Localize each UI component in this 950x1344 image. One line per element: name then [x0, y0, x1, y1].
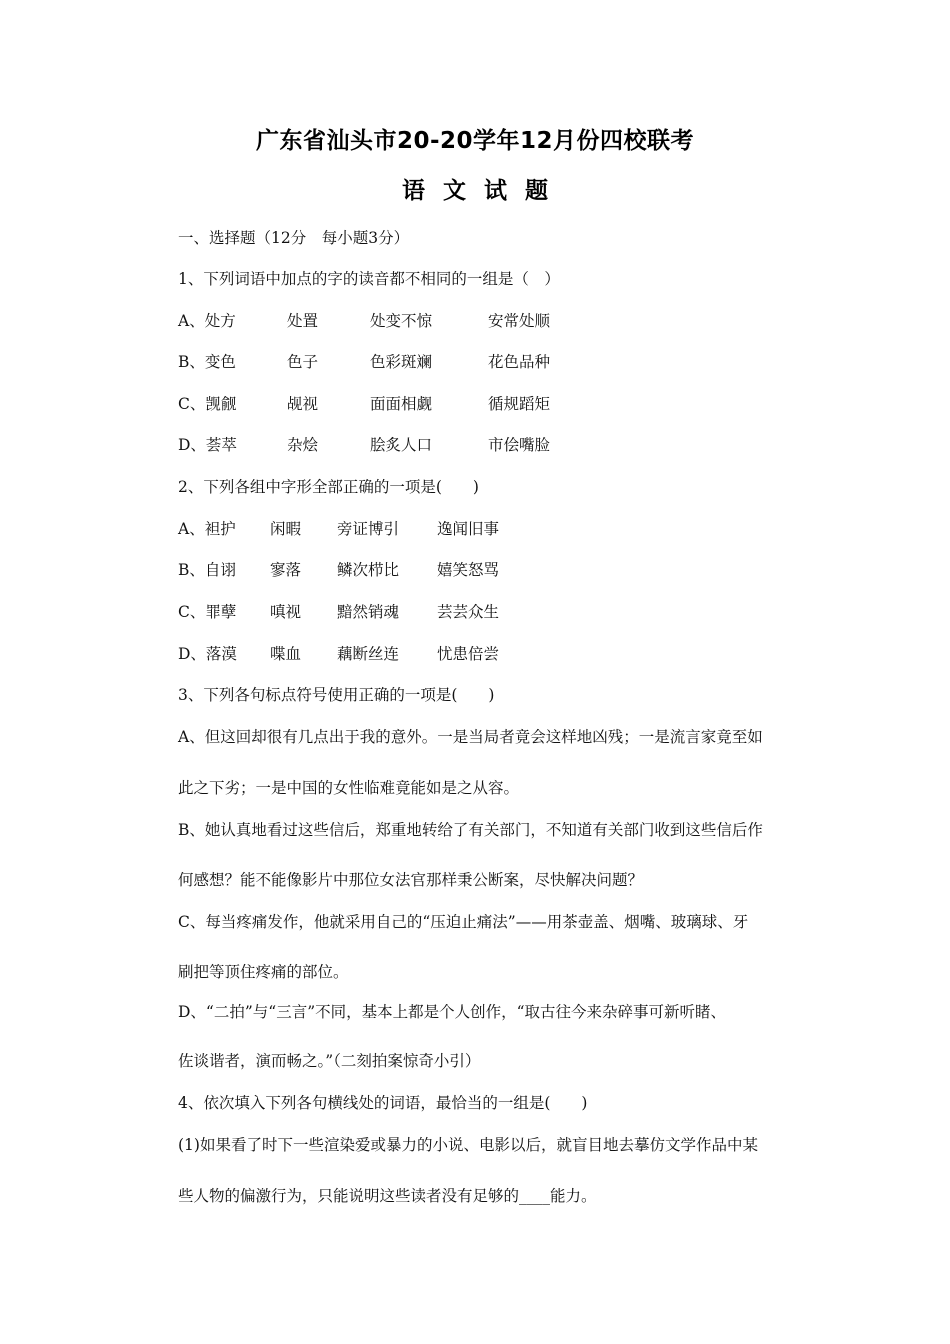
option-word: 处置 [287, 312, 319, 330]
option-word: 脍炙人口 [370, 436, 433, 454]
option-word: 色子 [287, 353, 319, 371]
question-3-line: 刷把等顶住疼痛的部位。 [178, 963, 349, 981]
option-word: B、变色 [178, 353, 236, 371]
question-1-stem: 1、下列词语中加点的字的读音都不相同的一组是（ ） [178, 270, 560, 288]
question-4-line: (1)如果看了时下一些渲染爱或暴力的小说、电影以后，就盲目地去摹仿文学作品中某 [178, 1136, 758, 1154]
option-word: 杂烩 [287, 436, 319, 454]
question-3-line: 佐谈谐者，演而畅之。”（二刻拍案惊奇小引） [178, 1052, 481, 1070]
question-3-line: B、她认真地看过这些信后，郑重地转给了有关部门，不知道有关部门收到这些信后作 [178, 821, 763, 839]
option-word: B、自诩 [178, 561, 236, 579]
option-word: 喋血 [270, 645, 302, 663]
option-word: 嬉笑怒骂 [437, 561, 500, 579]
option-word: 安常处顺 [488, 312, 551, 330]
option-word: 处变不惊 [370, 312, 433, 330]
option-word: 藕断丝连 [337, 645, 400, 663]
option-word: D、落漠 [178, 645, 237, 663]
option-word: 闲暇 [270, 520, 302, 538]
option-word: 忧患倍尝 [437, 645, 500, 663]
option-word: 逸闻旧事 [437, 520, 500, 538]
question-4-line: 些人物的偏激行为，只能说明这些读者没有足够的____能力。 [178, 1187, 597, 1205]
exam-subtitle: 语文试题 [402, 178, 566, 204]
option-word: 市侩嘴脸 [488, 436, 551, 454]
option-word: 面面相觑 [370, 395, 433, 413]
option-word: 黯然销魂 [337, 603, 400, 621]
question-3-line: A、但这回却很有几点出于我的意外。一是当局者竟会这样地凶残；一是流言家竟至如 [178, 728, 763, 746]
option-word: 循规蹈矩 [488, 395, 551, 413]
option-word: C、罪孽 [178, 603, 237, 621]
question-3-line: 何感想？能不能像影片中那位女法官那样秉公断案，尽快解决问题？ [178, 871, 644, 889]
question-3-line: C、每当疼痛发作，他就采用自己的“压迫止痛法”——用茶壶盖、烟嘴、玻璃球、牙 [178, 913, 749, 931]
option-word: 嗔视 [270, 603, 302, 621]
section-heading: 一、选择题（12分 每小题3分） [178, 229, 410, 247]
option-word: 花色品种 [488, 353, 551, 371]
question-3-line: 此之下劣；一是中国的女性临难竟能如是之从容。 [178, 779, 520, 797]
question-2-stem: 2、下列各组中字形全部正确的一项是( ) [178, 478, 479, 496]
question-3-stem: 3、下列各句标点符号使用正确的一项是( ) [178, 686, 495, 704]
option-word: D、荟萃 [178, 436, 237, 454]
question-4-stem: 4、依次填入下列各句横线处的词语，最恰当的一组是( ) [178, 1094, 588, 1112]
exam-title: 广东省汕头市20-20学年12月份四校联考 [255, 128, 695, 154]
option-word: 鳞次栉比 [337, 561, 400, 579]
option-word: A、袒护 [178, 520, 236, 538]
option-word: 觇视 [287, 395, 319, 413]
option-word: A、处方 [178, 312, 236, 330]
option-word: 寥落 [270, 561, 302, 579]
option-word: 旁证博引 [337, 520, 400, 538]
question-3-line: D、“二拍”与“三言”不同，基本上都是个人创作，“取古往今来杂碎事可新听睹、 [178, 1003, 727, 1021]
option-word: C、觊觎 [178, 395, 237, 413]
option-word: 芸芸众生 [437, 603, 500, 621]
option-word: 色彩斑斓 [370, 353, 433, 371]
